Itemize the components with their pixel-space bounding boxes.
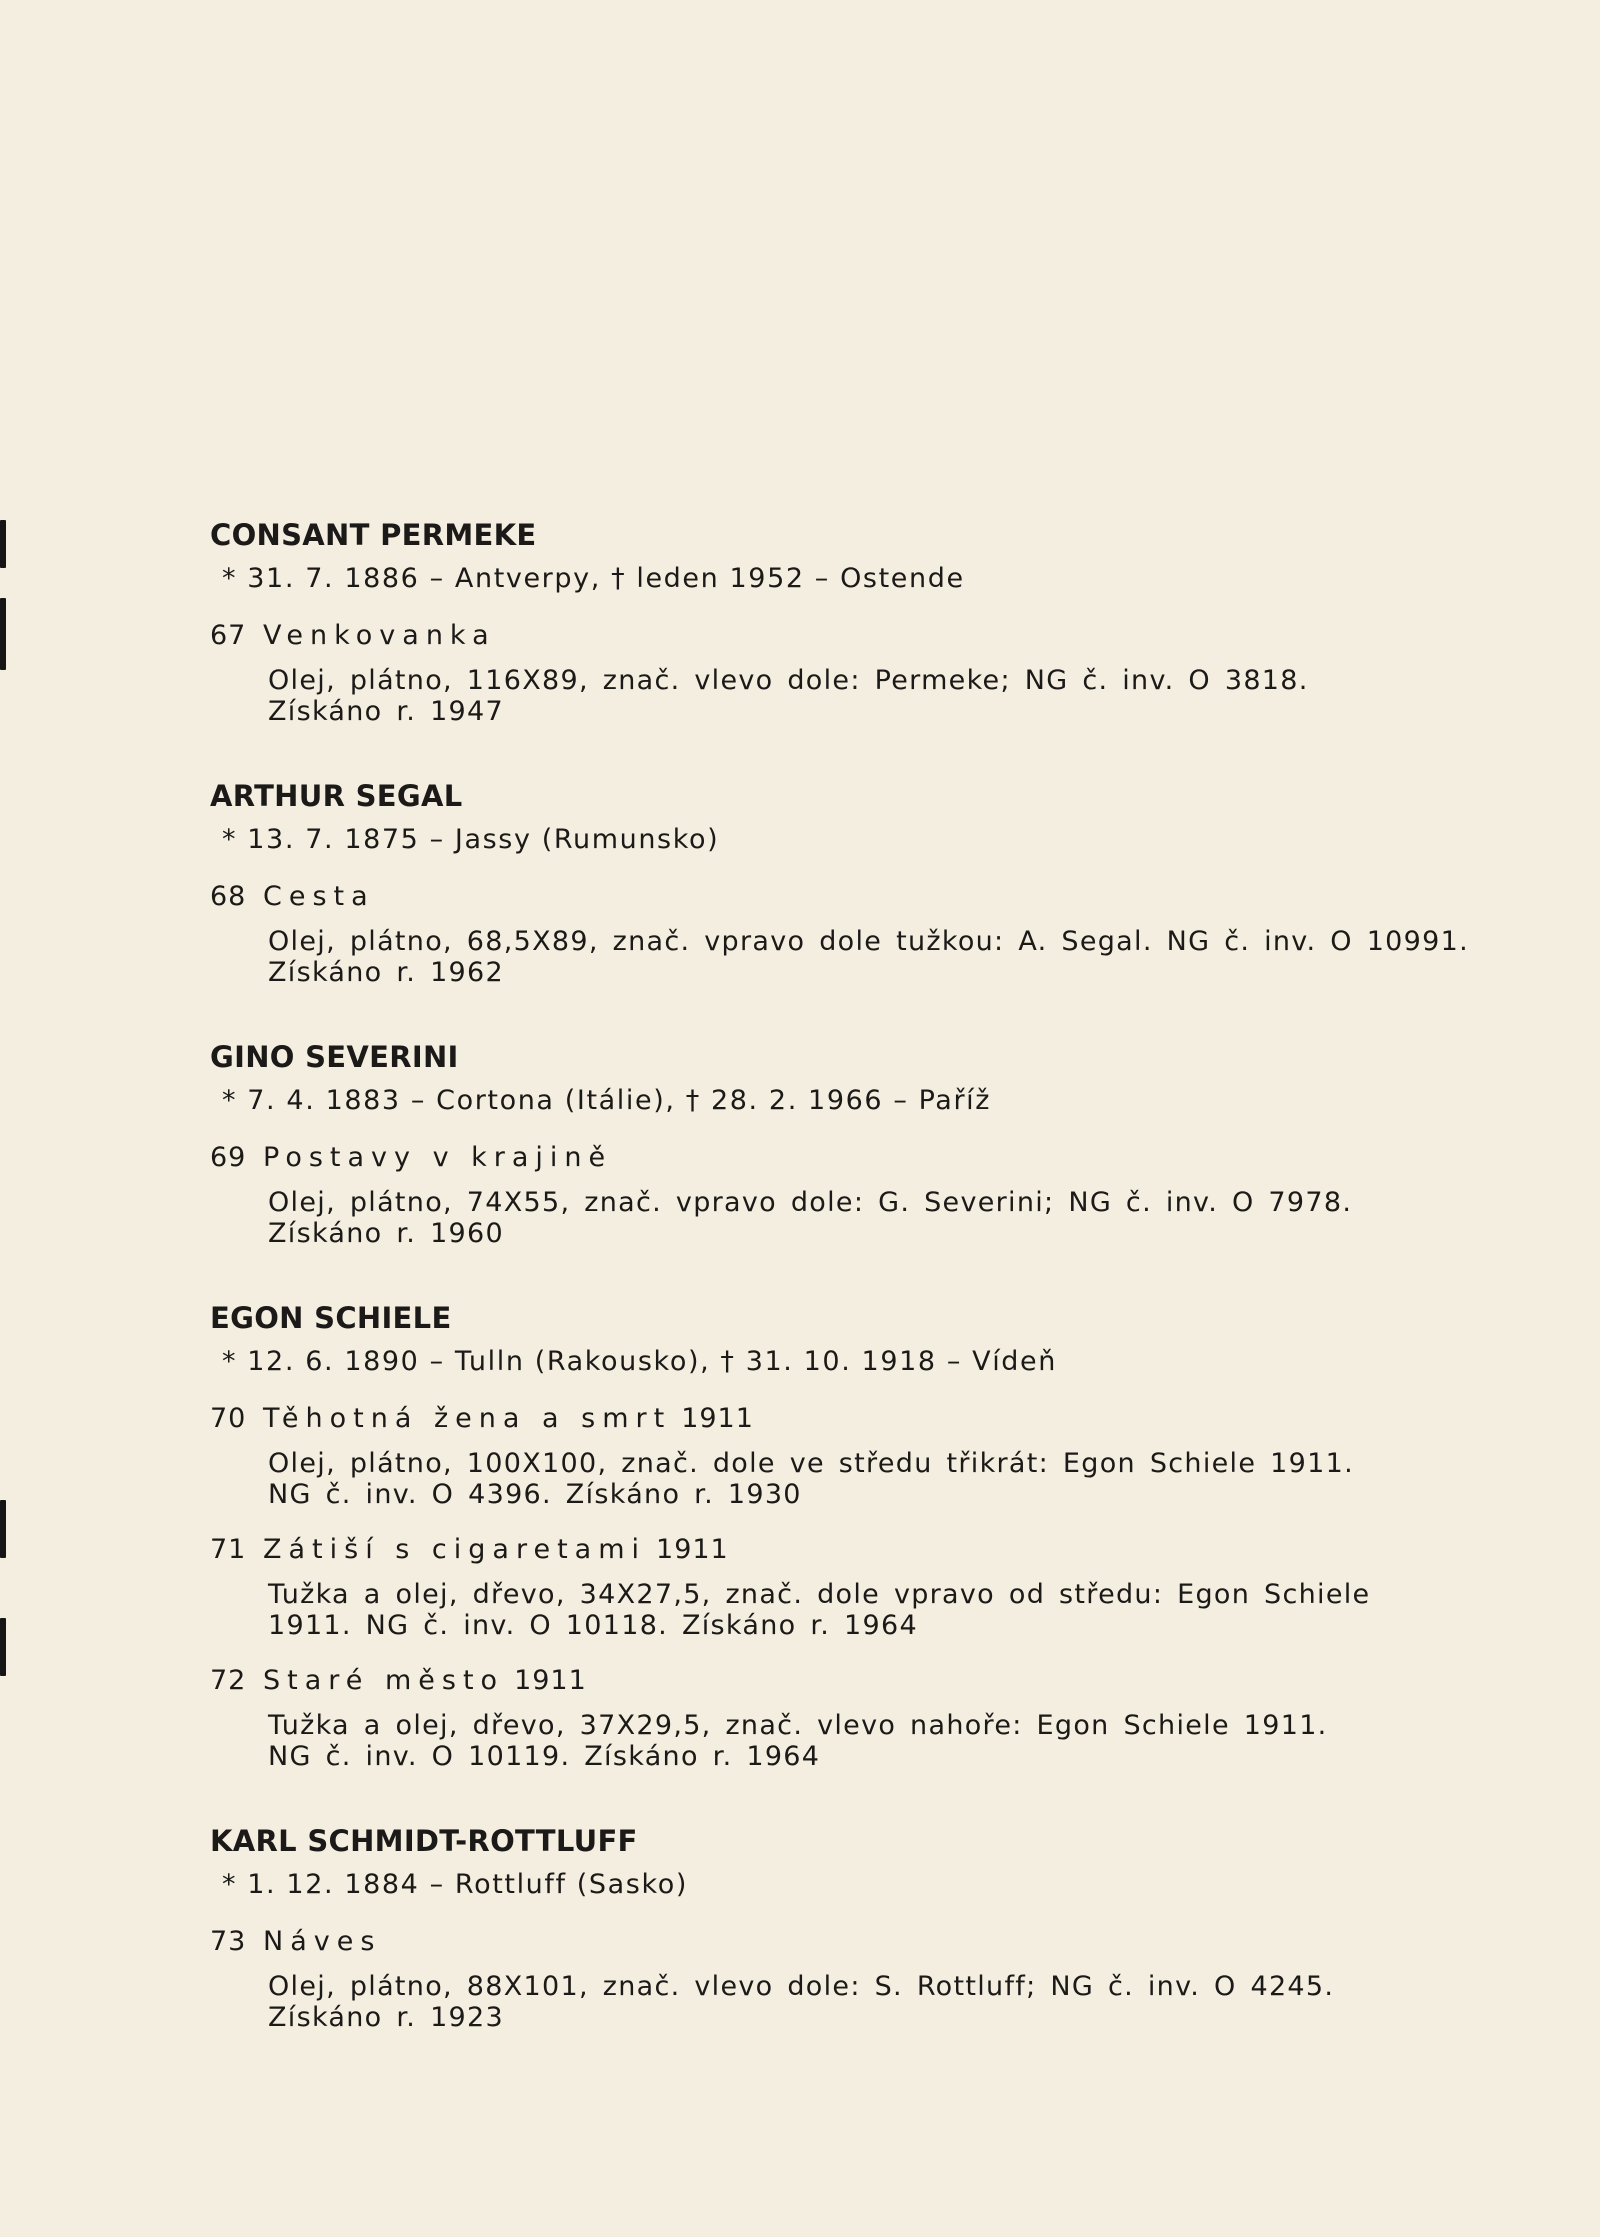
artwork-title: Staré město: [263, 1665, 505, 1696]
description-line: Získáno r. 1960: [268, 1218, 504, 1249]
artwork-entry: [210, 1665, 1410, 1772]
description-line: Olej, plátno, 74X55, znač. vpravo dole: G. Severini; NG č. inv. O 7978.: [268, 1187, 1353, 1218]
description-line: Získáno r. 1923: [268, 2002, 504, 2033]
artist-life-dates: * 31. 7. 1886 – Antverpy, † leden 1952 – Ostende: [222, 563, 965, 594]
description-line: Olej, plátno, 116X89, znač. vlevo dole: Permeke; NG č. inv. O 3818.: [268, 665, 1309, 696]
artwork-heading: [210, 1665, 1410, 1696]
artist-entry: [210, 779, 1469, 988]
artwork-description: [268, 665, 1388, 727]
artwork-description: [268, 926, 1469, 988]
description-line: Olej, plátno, 68,5X89, znač. vpravo dole tužkou: A. Segal. NG č. inv. O 10991.: [268, 926, 1469, 957]
artist-life-dates: * 7. 4. 1883 – Cortona (Itálie), † 28. 2. 1966 – Paříž: [222, 1085, 992, 1116]
artwork-entry: [210, 620, 1410, 727]
binding-mark: [0, 1618, 6, 1676]
artist-entry: [210, 1042, 1410, 1249]
description-line: Tužka a olej, dřevo, 37X29,5, znač. vlevo nahoře: Egon Schiele 1911.: [268, 1710, 1328, 1741]
description-line: NG č. inv. O 10119. Získáno r. 1964: [268, 1741, 821, 1772]
artist-name: ARTHUR SEGAL: [210, 779, 463, 813]
artwork-heading: [210, 1142, 1410, 1173]
description-line: Olej, plátno, 100X100, znač. dole ve středu třikrát: Egon Schiele 1911.: [268, 1448, 1354, 1479]
artist-life-dates: * 12. 6. 1890 – Tulln (Rakousko), † 31. 10. 1918 – Vídeň: [222, 1346, 1057, 1377]
artwork-entry: [210, 1926, 1410, 2033]
artwork-entry: [210, 881, 1469, 988]
description-line: 1911. NG č. inv. O 10118. Získáno r. 1964: [268, 1610, 918, 1641]
binding-mark: [0, 598, 6, 670]
artist-name: EGON SCHIELE: [210, 1301, 452, 1335]
description-line: Tužka a olej, dřevo, 34X27,5, znač. dole vpravo od středu: Egon Schiele: [268, 1579, 1371, 1610]
catalog-number: 73: [210, 1926, 247, 1957]
description-line: NG č. inv. O 4396. Získáno r. 1930: [268, 1479, 802, 1510]
description-line: Získáno r. 1947: [268, 696, 504, 727]
description-line: Získáno r. 1962: [268, 957, 504, 988]
artwork-title: Venkovanka: [263, 620, 496, 651]
catalog-content: [210, 518, 1469, 2087]
artwork-description: [268, 1971, 1388, 2033]
artwork-title: Náves: [263, 1926, 382, 1957]
artwork-entry: [210, 1142, 1410, 1249]
artwork-year: 1911: [514, 1665, 587, 1696]
catalog-number: 71: [210, 1534, 247, 1565]
artist-entry: [210, 1826, 1410, 2033]
artist-name: GINO SEVERINI: [210, 1040, 459, 1074]
artwork-heading: [210, 620, 1410, 651]
artwork-year: 1911: [656, 1534, 729, 1565]
catalog-number: 69: [210, 1142, 247, 1173]
catalog-number: 72: [210, 1665, 247, 1696]
artwork-heading: [210, 881, 1410, 912]
artwork-description: [268, 1448, 1388, 1510]
artist-life-dates: * 1. 12. 1884 – Rottluff (Sasko): [222, 1869, 688, 1900]
binding-mark: [0, 1500, 6, 1558]
artwork-description: [268, 1579, 1388, 1641]
binding-mark: [0, 520, 6, 568]
artwork-heading: [210, 1403, 1410, 1434]
artwork-description: [268, 1710, 1388, 1772]
artwork-entry: [210, 1534, 1410, 1641]
artwork-entry: [210, 1403, 1410, 1510]
artwork-heading: [210, 1534, 1410, 1565]
artwork-year: 1911: [681, 1403, 754, 1434]
artist-name: CONSANT PERMEKE: [210, 518, 537, 552]
artwork-title: Zátiší s cigaretami: [263, 1534, 647, 1565]
artwork-heading: [210, 1926, 1410, 1957]
artwork-description: [268, 1187, 1388, 1249]
description-line: Olej, plátno, 88X101, znač. vlevo dole: S. Rottluff; NG č. inv. O 4245.: [268, 1971, 1335, 2002]
catalog-number: 67: [210, 620, 247, 651]
artist-name: KARL SCHMIDT-ROTTLUFF: [210, 1824, 638, 1858]
artist-life-dates: * 13. 7. 1875 – Jassy (Rumunsko): [222, 824, 720, 855]
artwork-title: Cesta: [263, 881, 375, 912]
catalog-number: 68: [210, 881, 247, 912]
artwork-title: Těhotná žena a smrt: [263, 1403, 672, 1434]
catalog-number: 70: [210, 1403, 247, 1434]
artwork-title: Postavy v krajině: [263, 1142, 613, 1173]
artist-entry: [210, 520, 1410, 727]
artist-entry: [210, 1303, 1410, 1772]
